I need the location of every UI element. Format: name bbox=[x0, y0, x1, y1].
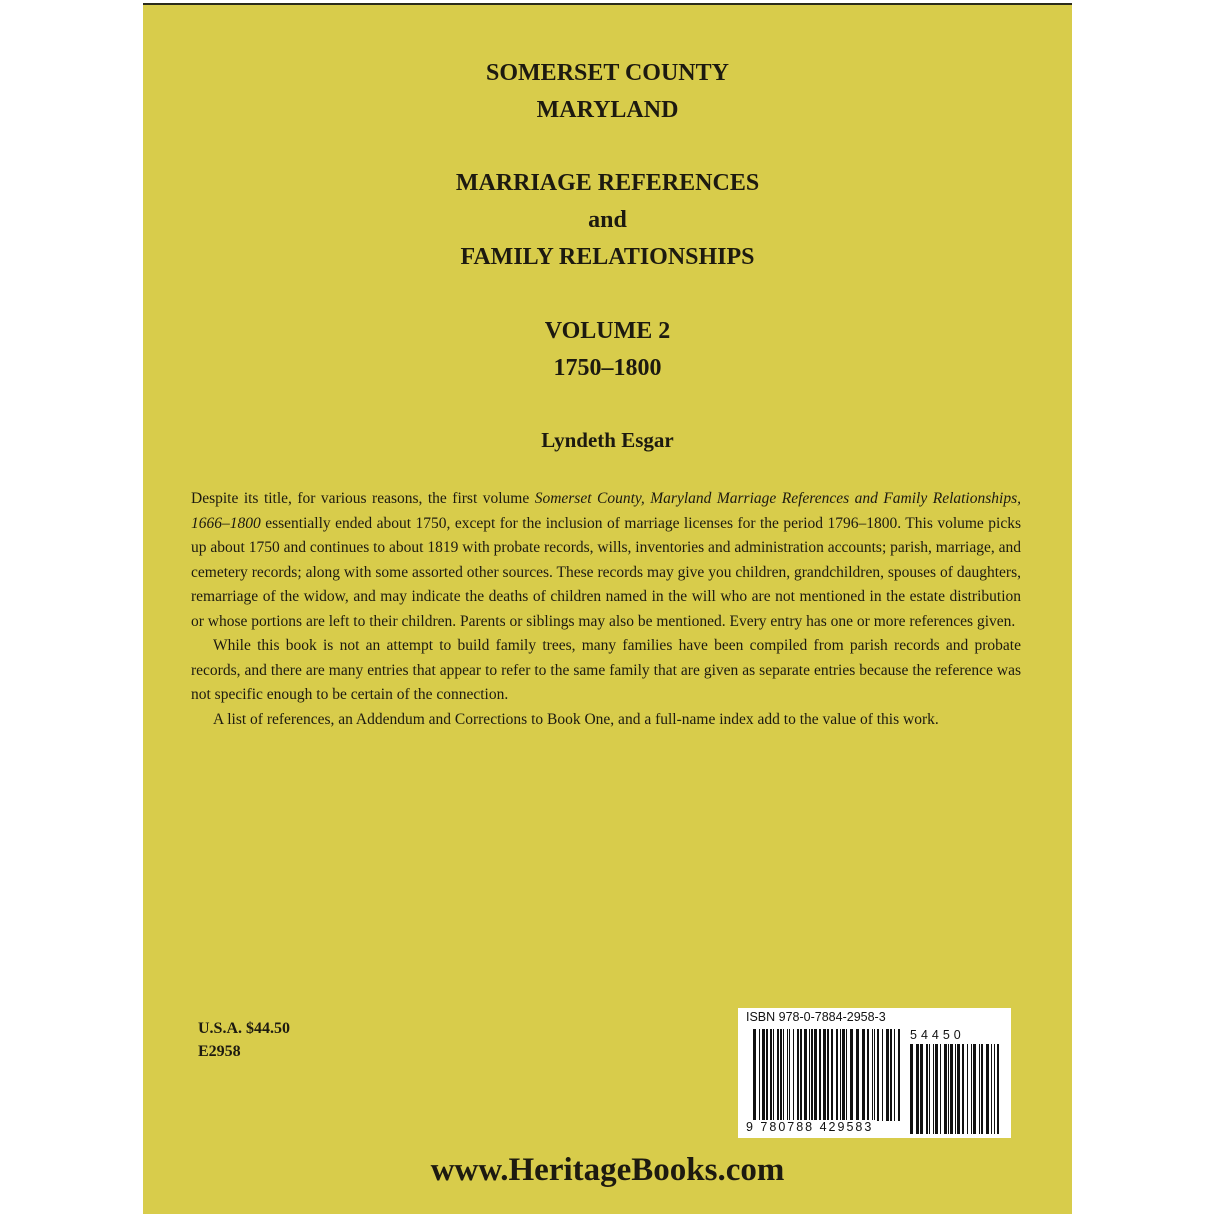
barcode-bar bbox=[773, 1029, 774, 1121]
author-name: Lyndeth Esgar bbox=[541, 428, 674, 452]
title-location bbox=[143, 55, 1072, 129]
barcode-bar bbox=[846, 1029, 847, 1121]
barcode-bar bbox=[867, 1029, 869, 1121]
barcode-bar bbox=[850, 1029, 853, 1121]
barcode-bar bbox=[770, 1029, 772, 1121]
price-block bbox=[198, 1017, 290, 1063]
barcode-bar bbox=[787, 1029, 788, 1121]
barcode-bar bbox=[862, 1029, 865, 1121]
barcode-bar bbox=[783, 1029, 784, 1121]
barcode-bar bbox=[780, 1029, 782, 1121]
barcode-bar bbox=[890, 1029, 892, 1121]
barcode-bar bbox=[973, 1044, 976, 1134]
barcode-bar bbox=[955, 1044, 956, 1134]
barcode-bar bbox=[789, 1029, 790, 1121]
barcode-bar bbox=[877, 1029, 879, 1121]
barcode-bar bbox=[804, 1029, 807, 1121]
barcode-main-digits: 9 780788 429583 bbox=[746, 1120, 877, 1134]
barcode-bar bbox=[950, 1044, 953, 1134]
barcode-bar bbox=[831, 1029, 833, 1121]
barcode-bar bbox=[962, 1044, 964, 1134]
barcode-bar bbox=[759, 1029, 760, 1121]
description-paragraph-3: A list of references, an Addendum and Corrections to Book One, and a full-name index add to the value of this work. bbox=[213, 710, 939, 728]
title-line-family: FAMILY RELATIONSHIPS bbox=[460, 244, 755, 270]
p1-start: Despite its title, for various reasons, the first volume bbox=[191, 490, 535, 507]
description-text bbox=[191, 487, 1021, 732]
barcode-bar bbox=[840, 1029, 841, 1121]
title-line-and: and bbox=[588, 207, 627, 233]
barcode-bar bbox=[981, 1044, 983, 1134]
barcode-bar bbox=[777, 1029, 779, 1121]
barcode-bar bbox=[957, 1044, 960, 1134]
barcode-bar bbox=[967, 1044, 968, 1134]
barcode-bar bbox=[935, 1044, 938, 1134]
price-text: U.S.A. $44.50 bbox=[198, 1020, 291, 1037]
volume-years: 1750–1800 bbox=[553, 355, 662, 381]
barcode-bar bbox=[940, 1044, 941, 1134]
catalog-code: E2958 bbox=[198, 1043, 241, 1060]
barcode-bar bbox=[800, 1029, 802, 1121]
barcode-bar bbox=[948, 1044, 949, 1134]
barcode-bar bbox=[836, 1029, 838, 1121]
barcode-addon-digits: 54450 bbox=[910, 1028, 965, 1042]
p1-book-title: Somerset County, Maryland Marriage References and Family Relationships, 1666–1800 bbox=[191, 490, 1021, 532]
barcode-bar bbox=[827, 1029, 829, 1121]
barcode-bar bbox=[766, 1029, 768, 1121]
website-url: www.HeritageBooks.com bbox=[430, 1152, 785, 1188]
title-main bbox=[143, 165, 1072, 276]
barcode-bar bbox=[997, 1044, 999, 1134]
title-county: SOMERSET COUNTY bbox=[486, 60, 729, 86]
barcode-bar bbox=[753, 1029, 756, 1121]
isbn-label: ISBN 978-0-7884-2958-3 bbox=[746, 1010, 886, 1024]
isbn-barcode bbox=[738, 1008, 1011, 1138]
barcode-bar bbox=[910, 1044, 913, 1134]
volume-number: VOLUME 2 bbox=[544, 318, 671, 344]
barcode-bar bbox=[793, 1029, 794, 1121]
title-state: MARYLAND bbox=[536, 97, 679, 123]
barcode-bar bbox=[811, 1029, 813, 1121]
barcode-bar bbox=[933, 1044, 934, 1134]
barcode-bar bbox=[874, 1029, 875, 1121]
barcode-bar bbox=[926, 1044, 928, 1134]
barcode-bar bbox=[991, 1044, 992, 1134]
barcode-bar bbox=[856, 1029, 859, 1121]
barcode-bar bbox=[920, 1044, 923, 1134]
barcode-bar bbox=[797, 1029, 799, 1121]
barcode-bar bbox=[986, 1044, 989, 1134]
barcode-bar bbox=[994, 1044, 995, 1134]
barcode-bar bbox=[929, 1044, 930, 1134]
barcode-bar bbox=[809, 1029, 810, 1121]
barcode-bar bbox=[872, 1029, 873, 1121]
barcode-bar bbox=[971, 1044, 972, 1134]
barcode-bar bbox=[819, 1029, 821, 1121]
description-paragraph-2: While this book is not an attempt to build family trees, many families have been compiled from parish records and probate records, and there are many entries that appear to refer to the same family that are given as separate entries because the reference was not specific enough to be certain of the connection. bbox=[191, 637, 1021, 703]
barcode-bar bbox=[944, 1044, 947, 1134]
title-line-marriage: MARRIAGE REFERENCES bbox=[455, 170, 760, 196]
barcode-addon-bars bbox=[910, 1044, 1000, 1134]
title-volume bbox=[143, 313, 1072, 387]
p1-end: essentially ended about 1750, except for the inclusion of marriage licenses for the period 1796–1800. This volume picks up about 1750 and continues to about 1819 with probate records, wills, inventories and administration accounts; parish, marriage, and cemetery records; along with some assorted other sources. These records may give you children, grandchildren, spouses of daughters, remarriage of the widow, and may indicate the deaths of children named in the will who are not mentioned in the estate distribution or whose portions are left to their children. Parents or siblings may also be mentioned. Every entry has one or more references given. bbox=[191, 514, 1021, 630]
barcode-bar bbox=[916, 1044, 919, 1134]
barcode-main-bars bbox=[753, 1029, 903, 1121]
barcode-bar bbox=[886, 1029, 889, 1121]
barcode-bar bbox=[823, 1029, 826, 1121]
barcode-bar bbox=[814, 1029, 817, 1121]
description-paragraph-1 bbox=[191, 487, 1021, 634]
barcode-bar bbox=[882, 1029, 883, 1121]
book-back-cover bbox=[143, 3, 1072, 1214]
barcode-bar bbox=[979, 1044, 980, 1134]
barcode-bar bbox=[898, 1029, 900, 1121]
barcode-bar bbox=[762, 1029, 765, 1121]
barcode-bar bbox=[894, 1029, 895, 1121]
barcode-bar bbox=[842, 1029, 845, 1121]
